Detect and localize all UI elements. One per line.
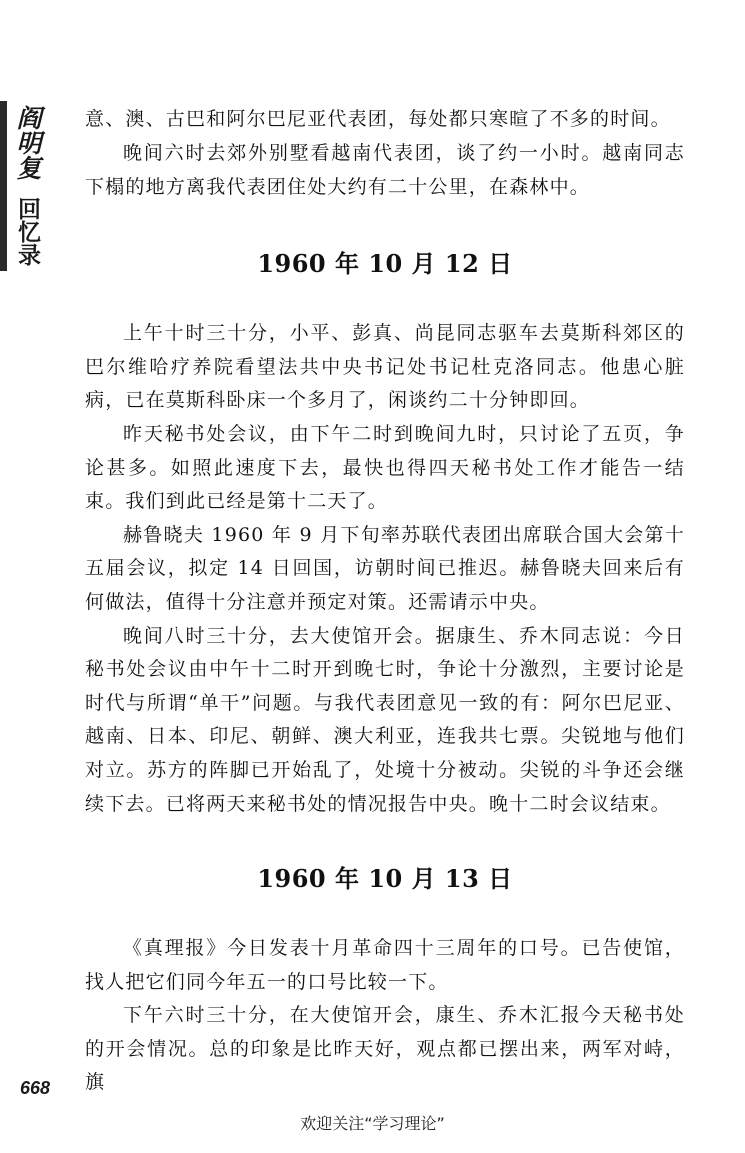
paragraph: 昨天秘书处会议，由下午二时到晚间九时，只讨论了五页，争论甚多。如照此速度下去，最快也得四天秘书处工作才能告一结束。我们到此已经是第十二天了。 xyxy=(85,422,685,513)
book-author-title: 阎明复 xyxy=(13,105,42,180)
paragraph: 下午六时三十分，在大使馆开会，康生、乔木汇报今天秘书处的开会情况。总的印象是比昨天好，观点都已摆出来，两军对峙，旗 xyxy=(85,1004,685,1094)
paragraph: 上午十时三十分，小平、彭真、尚昆同志驱车去莫斯科郊区的巴尔维哈疗养院看望法共中央书记处书记杜克洛同志。他患心脏病，已在莫斯科卧床一个多月了，闲谈约二十分钟即回。 xyxy=(85,322,685,412)
tab-bar xyxy=(0,101,7,271)
paragraph: 《真理报》今日发表十月革命四十三周年的口号。已告使馆，找人把它们同今年五一的口号比较一下。 xyxy=(85,937,685,993)
paragraph: 晚间八时三十分，去大使馆开会。据康生、乔木同志说：今日秘书处会议由中午十二时开到晚七时，争论十分激烈，主要讨论是时代与所谓“单干”问题。与我代表团意见一致的有：阿尔巴尼亚、越南、日本、印尼、朝鲜、澳大利亚，连我共七票。尖锐地与他们对立。苏方的阵脚已开始乱了，处境十分被动。尖锐的斗争还会继续下去。已将两天来秘书处的情况报告中央。晚十二时会议结束。 xyxy=(85,624,685,815)
date-heading: 1960 年 10 月 12 日 xyxy=(257,249,513,279)
paragraph: 赫鲁晓夫 1960 年 9 月下旬率苏联代表团出席联合国大会第十五届会议，拟定 14 日回国，访朝时间已推迟。赫鲁晓夫回来后有何做法，值得十分注意并预定对策。还需请示中央。 xyxy=(85,523,685,613)
page-number: 668 xyxy=(20,1078,51,1098)
date-heading: 1960 年 10 月 13 日 xyxy=(257,864,513,894)
paragraph: 意、澳、古巴和阿尔巴尼亚代表团，每处都只寒暄了不多的时间。 xyxy=(85,108,671,130)
book-title-tab xyxy=(0,101,46,271)
page-body xyxy=(85,103,685,1100)
book-subtitle: 回忆录 xyxy=(14,197,41,266)
paragraph: 晚间六时去郊外别墅看越南代表团，谈了约一小时。越南同志下榻的地方离我代表团住处大约有二十公里，在森林中。 xyxy=(85,142,685,198)
watermark-text: 欢迎关注“学习理论” xyxy=(300,1114,445,1133)
